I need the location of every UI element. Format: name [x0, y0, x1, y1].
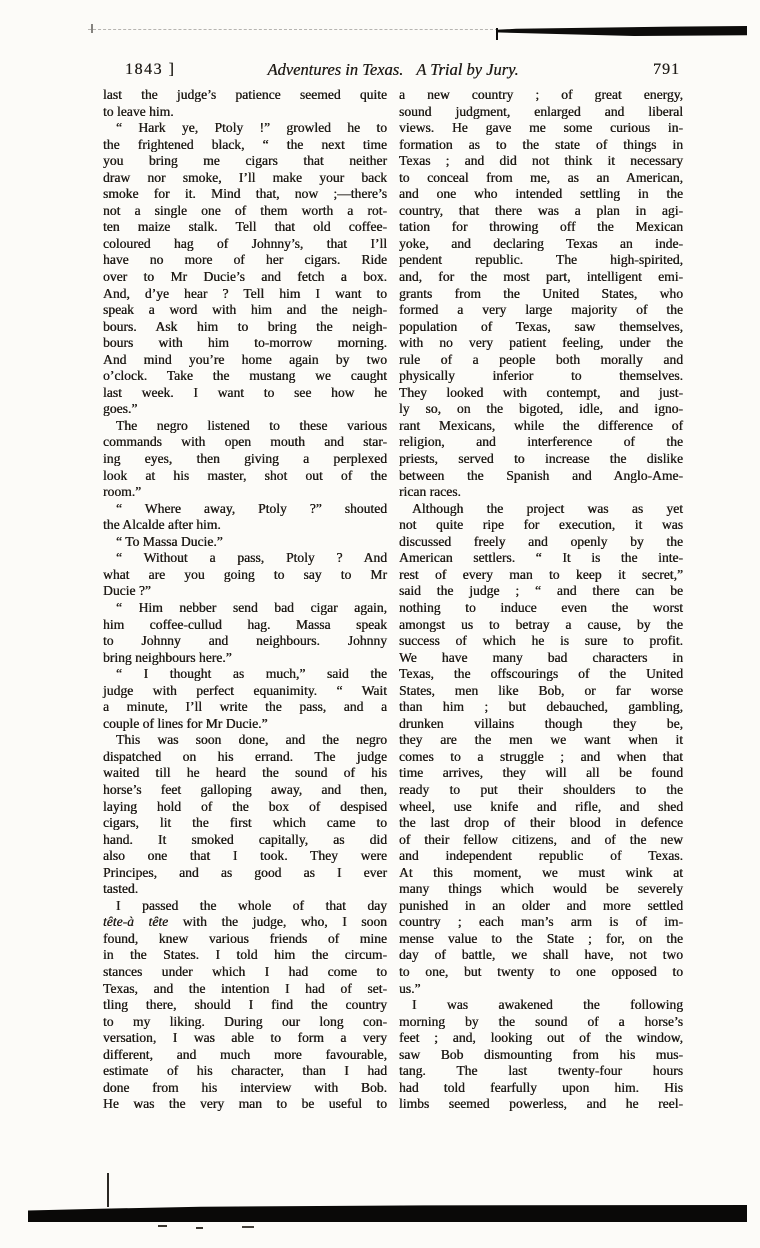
text-line: He was the very man to be useful to: [103, 1096, 387, 1112]
text-line: time arrives, they will all be found: [399, 765, 683, 781]
text-line: horse’s feet galloping away, and then,: [103, 781, 387, 797]
scan-artifact-hairline: [107, 1173, 109, 1207]
text-line: Principes, and as good as I ever: [103, 864, 387, 880]
text-line: rest of every man to keep it secret,”: [399, 566, 683, 582]
text-line: wheel, use knife and rifle, and shed: [399, 798, 683, 814]
text-line: draw nor smoke, I’ll make your back: [103, 169, 387, 185]
scan-artifact-dotted-line: [88, 29, 498, 30]
text-line: punished in an older and more settled: [399, 897, 683, 913]
scan-artifact-speck: [242, 1226, 254, 1228]
text-line: done from his interview with Bob.: [103, 1079, 387, 1095]
header-title: [103, 60, 683, 80]
text-line: hand. It smoked capitally, as did: [103, 831, 387, 847]
text-line: “ Without a pass, Ptoly ? And: [116, 550, 387, 566]
text-line: “ Hark ye, Ptoly !” growled he to: [116, 120, 387, 136]
text-line: to my liking. During our long con-: [103, 1013, 387, 1029]
text-line: to conceal from me, as an American,: [399, 169, 683, 185]
text-line: and, for the most part, intelligent emi-: [399, 269, 683, 285]
text-line: success of which he is sure to profit.: [399, 633, 683, 649]
running-head: [103, 60, 683, 82]
text-line: to one, but twenty to one opposed to: [399, 963, 683, 979]
text-line: stances under which I had come to: [103, 963, 387, 979]
text-line: tang. The last twenty-four hours: [399, 1063, 683, 1079]
text-line: rant Mexicans, while the difference of: [399, 417, 683, 433]
text-line: physically inferior to themselves.: [399, 368, 683, 384]
text-line: rule of a people both morally and: [399, 351, 683, 367]
text-line: the Alcalde after him.: [103, 517, 221, 533]
text-line: and one who intended settling in the: [399, 186, 683, 202]
text-line: smoke for it. Mind that, now ;—there’s: [103, 186, 387, 202]
text-line: They looked with contempt, and just-: [399, 384, 683, 400]
text-line: and independent republic of Texas.: [399, 848, 683, 864]
text-line: drunken villains though they be,: [399, 715, 683, 731]
text-line: Although the project was as yet: [412, 500, 683, 516]
text-line: not quite ripe for execution, it was: [399, 517, 683, 533]
text-line: We have many bad characters in: [399, 649, 683, 665]
text-line: bring neighbours here.”: [103, 649, 232, 665]
text-line: over to Mr Ducie’s and fetch a box.: [103, 269, 387, 285]
text-line: speak a word with him and the neigh-: [103, 302, 387, 318]
text-line: This was soon done, and the negro: [116, 732, 387, 748]
text-line: Ducie ?”: [103, 583, 151, 599]
text-line: the last drop of their blood in defence: [399, 815, 683, 831]
text-line: couple of lines for Mr Ducie.”: [103, 715, 268, 731]
text-line: saw Bob dismounting from his mus-: [399, 1046, 683, 1062]
text-line: last the judge’s patience seemed quite: [103, 87, 387, 102]
text-line: coloured hag of Johnny’s, that I’ll: [103, 235, 387, 251]
text-line: than him ; but debauched, gambling,: [399, 699, 683, 715]
text-line: versation, I was able to form a very: [103, 1030, 387, 1046]
scan-artifact-bottom-bar: [28, 1205, 747, 1222]
text-line: I passed the whole of that day: [116, 897, 387, 913]
text-line: him coffee-cullud hag. Massa speak: [103, 616, 387, 632]
scan-artifact-speck: [196, 1227, 203, 1229]
text-line: with no very patient feeling, under the: [399, 335, 683, 351]
text-line: bours. Ask him to bring the neigh-: [103, 318, 387, 334]
text-line: sound judgment, enlarged and liberal: [399, 103, 683, 119]
text-line: States, men like Bob, or far worse: [399, 682, 683, 698]
text-line: priests, served to increase the dislike: [399, 451, 683, 467]
header-year: 1843 ]: [125, 61, 176, 78]
text-line: ready to put their shoulders to the: [399, 781, 683, 797]
text-line: And mind you’re home again by two: [103, 351, 387, 367]
scan-artifact-top-bar: [496, 26, 747, 36]
text-line: grants from the United States, who: [399, 285, 683, 301]
text-line: estimate of his character, than I had: [103, 1063, 387, 1079]
text-line: rican races.: [399, 484, 461, 500]
text-line: found, knew various friends of mine: [103, 930, 387, 946]
text-line: dispatched on his errand. The judge: [103, 748, 387, 764]
text-line: Texas ; and did not think it necessary: [399, 153, 683, 169]
text-line: formation as to the state of things in: [399, 136, 683, 152]
text-line: country ; each man’s arm is of im-: [399, 914, 683, 930]
text-line: tasted.: [103, 881, 139, 897]
text-line: Texas, the offscourings of the United: [399, 666, 683, 682]
text-line: ly so, on the bigoted, idle, and igno-: [399, 401, 683, 417]
text-line: “ Him nebber send bad cigar again,: [116, 599, 387, 615]
text-line: room.”: [103, 484, 142, 500]
scan-artifact-tick-left: [91, 24, 93, 33]
text-line: tling there, should I find the country: [103, 997, 387, 1013]
text-line: I was awakened the following: [412, 997, 683, 1013]
text-line: And, d’ye hear ? Tell him I want to: [103, 285, 387, 301]
text-line: ing eyes, then giving a perplexed: [103, 451, 387, 467]
text-line: “ To Massa Ducie.”: [116, 533, 223, 549]
text-line: many things which would be severely: [399, 881, 683, 897]
text-line: cigars, lit the first which came to: [103, 815, 387, 831]
text-line: pendent republic. The high-spirited,: [399, 252, 683, 268]
text-line: last week. I want to see how he: [103, 384, 387, 400]
text-column-right: [399, 87, 683, 1113]
text-line: discussed freely and openly by the: [399, 533, 683, 549]
text-line: us.”: [399, 980, 421, 996]
text-line: look at his master, shot out of the: [103, 467, 387, 483]
text-line: bours with him to-morrow morning.: [103, 335, 387, 351]
text-line: tête-à tête with the judge, who, I soon: [103, 914, 387, 930]
text-line: to Johnny and neighbours. Johnny: [103, 633, 387, 649]
text-line: nothing to induce even the worst: [399, 599, 683, 615]
text-line: what are you going to say to Mr: [103, 566, 387, 582]
text-line: goes.”: [103, 401, 138, 417]
text-line: different, and much more favourable,: [103, 1046, 387, 1062]
text-line: mense value to the State ; for, on the: [399, 930, 683, 946]
text-line: comes to a struggle ; and when that: [399, 748, 683, 764]
text-line: amongst us to betray a cause, by the: [399, 616, 683, 632]
header-page-number: 791: [653, 61, 680, 78]
text-line: The negro listened to these various: [116, 417, 387, 433]
text-line: commands with open mouth and star-: [103, 434, 387, 450]
text-line: a new country ; of great energy,: [399, 87, 683, 102]
text-line: not a single one of them worth a rot-: [103, 202, 387, 218]
text-line: tation for throwing off the Mexican: [399, 219, 683, 235]
text-line: “ Where away, Ptoly ?” shouted: [116, 500, 387, 516]
text-line: limbs seemed powerless, and he reel-: [399, 1096, 683, 1112]
text-line: day of battle, we shall have, not two: [399, 947, 683, 963]
text-line: population of Texas, saw themselves,: [399, 318, 683, 334]
text-line: you bring me cigars that neither: [103, 153, 387, 169]
text-line: At this moment, we must wink at: [399, 864, 683, 880]
text-line: waited till he heard the sound of his: [103, 765, 387, 781]
text-line: yoke, and declaring Texas an inde-: [399, 235, 683, 251]
text-line: formed a very large majority of the: [399, 302, 683, 318]
text-line: the frightened black, “ the next time: [103, 136, 387, 152]
text-line: of their fellow citizens, and of the new: [399, 831, 683, 847]
text-line: said the judge ; “ and there can be: [399, 583, 683, 599]
header-title-right: A Trial by Jury.: [416, 60, 519, 79]
header-title-left: Adventures in Texas.: [267, 60, 404, 79]
text-line: between the Spanish and Anglo-Ame-: [399, 467, 683, 483]
text-line: views. He gave me some curious in-: [399, 120, 683, 136]
text-line: have no more of her cigars. Ride: [103, 252, 387, 268]
text-line: a minute, I’ll write the pass, and a: [103, 699, 387, 715]
scan-artifact-speck: [158, 1225, 167, 1227]
text-line: American settlers. “ It is the inte-: [399, 550, 683, 566]
text-line: feet ; and, looking out of the window,: [399, 1030, 683, 1046]
text-line: o’clock. Take the mustang we caught: [103, 368, 387, 384]
text-line: also one that I took. They were: [103, 848, 387, 864]
text-line: judge with perfect equanimity. “ Wait: [103, 682, 387, 698]
text-line: country, that there was a plan in agi-: [399, 202, 683, 218]
text-column-left: [103, 87, 387, 1113]
scan-artifact-tick: [496, 28, 498, 40]
text-line: laying hold of the box of despised: [103, 798, 387, 814]
text-line: ten maize stalk. Tell that old coffee-: [103, 219, 387, 235]
text-line: to leave him.: [103, 103, 174, 119]
text-line: they are the men we want when it: [399, 732, 683, 748]
text-line: Texas, and the intention I had of set-: [103, 980, 387, 996]
text-line: in the States. I told him the circum-: [103, 947, 387, 963]
text-line: morning by the sound of a horse’s: [399, 1013, 683, 1029]
text-line: had told fearfully upon him. His: [399, 1079, 683, 1095]
text-line: “ I thought as much,” said the: [116, 666, 387, 682]
text-line: religion, and interference of the: [399, 434, 683, 450]
